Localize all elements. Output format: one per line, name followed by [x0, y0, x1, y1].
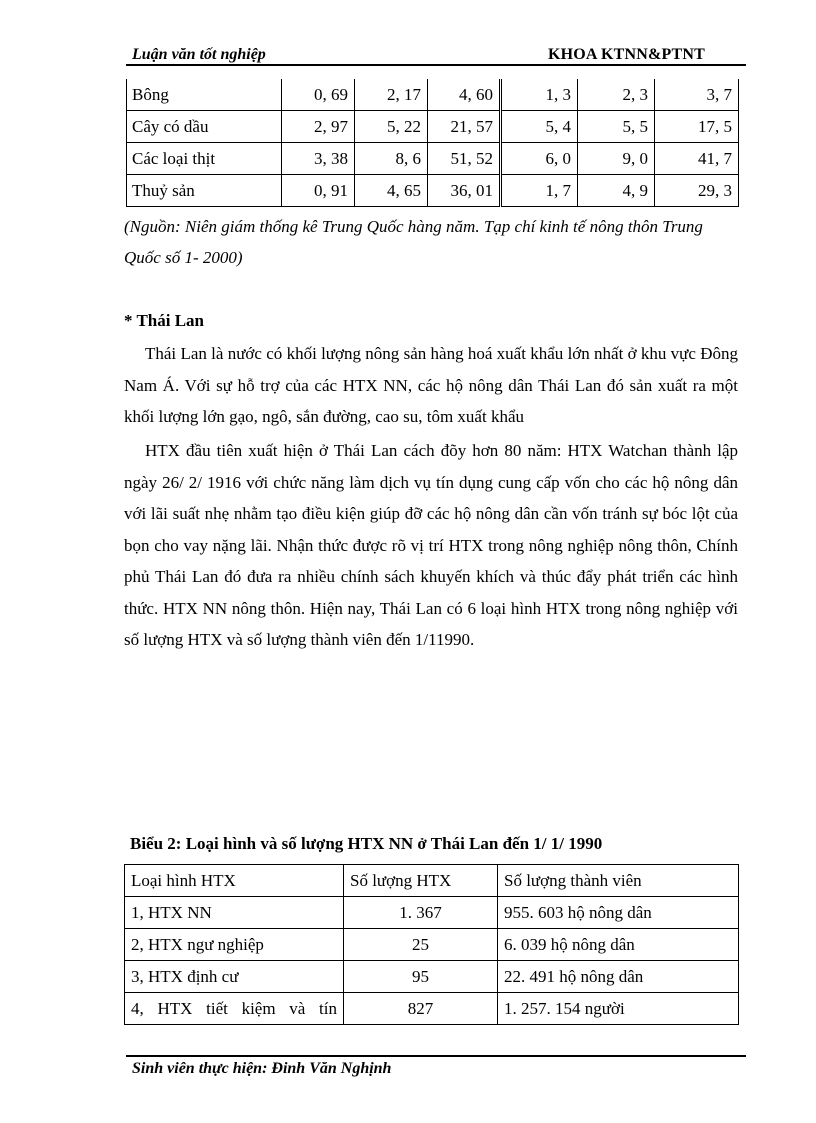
paragraph-text: HTX đầu tiên xuất hiện ở Thái Lan cách đõy hơn 80 năm: HTX Watchan thành lập ngày 26/ 2/ 1916 với chức năng làm dịch vụ tín dụng cung cấp vốn cho các hộ nông dân với lãi suất nhẹ nhằm tạo điều kiện giúp đỡ các hộ nông dân cần vốn tránh sự bóc lột của bọn cho vay nặng lãi. Nhận thức được rõ vị trí HTX trong nông nghiệp nông thôn, Chính phủ Thái Lan đó đưa ra nhiều chính sách khuyến khích và thúc đẩy phát triển các hình thức. HTX NN nông thôn. Hiện nay, Thái Lan có 6 loại hình HTX trong nông nghiệp với số lượng HTX và số lượng thành viên đến 1/11990. — [124, 441, 738, 649]
header-title: Luận văn tốt nghiệp — [132, 46, 266, 63]
header-divider — [126, 64, 746, 66]
table-cell: 1. 367 — [344, 897, 498, 929]
table-row — [127, 79, 739, 111]
table-cell: 8, 6 — [355, 143, 428, 175]
table-cell: Thuỷ sản — [127, 175, 282, 207]
table-cell: 6, 0 — [501, 143, 578, 175]
table-cell: 827 — [344, 993, 498, 1025]
header-faculty: KHOA KTNN&PTNT — [548, 46, 706, 63]
section-heading: * Thái Lan — [124, 311, 205, 330]
production-table — [126, 79, 739, 207]
paragraph — [124, 338, 738, 433]
table-cell: 95 — [344, 961, 498, 993]
table-cell: 21, 57 — [428, 111, 501, 143]
table-cell: 1, HTX NN — [125, 897, 344, 929]
table-cell: 5, 5 — [578, 111, 655, 143]
table-cell: 2, 3 — [578, 79, 655, 111]
table-cell: 51, 52 — [428, 143, 501, 175]
table-cell: 955. 603 hộ nông dân — [498, 897, 739, 929]
table-cell: 29, 3 — [655, 175, 739, 207]
table-cell: 0, 91 — [282, 175, 355, 207]
table-cell: Cây có dầu — [127, 111, 282, 143]
footer-author: Sinh viên thực hiện: Đinh Văn Nghịnh — [132, 1060, 392, 1077]
table-cell: 5, 22 — [355, 111, 428, 143]
table-cell: 3, HTX định cư — [125, 961, 344, 993]
table-row — [127, 175, 739, 207]
table-cell: 3, 38 — [282, 143, 355, 175]
table-cell: 2, 97 — [282, 111, 355, 143]
source-note: (Nguồn: Niên giám thống kê Trung Quốc hàng năm. Tạp chí kinh tế nông thôn Trung Quốc số 1- 2000) — [124, 217, 703, 267]
column-header: Loại hình HTX — [125, 865, 344, 897]
column-header: Số lượng HTX — [344, 865, 498, 897]
table-cell: 5, 4 — [501, 111, 578, 143]
table-row — [127, 143, 739, 175]
column-header: Số lượng thành viên — [498, 865, 739, 897]
table-header-row — [125, 865, 739, 897]
table-cell: 41, 7 — [655, 143, 739, 175]
paragraph — [124, 435, 738, 656]
paragraph-text: Thái Lan là nước có khối lượng nông sản hàng hoá xuất khẩu lớn nhất ở khu vực Đông Nam Á. Với sự hỗ trợ của các HTX NN, các hộ nông dân Thái Lan đó sản xuất ra một khối lượng lớn gạo, ngô, sắn đường, cao su, tôm xuất khẩu — [124, 344, 738, 426]
table-cell: 4, 65 — [355, 175, 428, 207]
table-cell: 9, 0 — [578, 143, 655, 175]
table-cell: 25 — [344, 929, 498, 961]
table-cell: 1, 3 — [501, 79, 578, 111]
table-cell: 4, 9 — [578, 175, 655, 207]
table-row — [125, 961, 739, 993]
table-cell: 0, 69 — [282, 79, 355, 111]
table-caption: Biểu 2: Loại hình và số lượng HTX NN ở Thái Lan đến 1/ 1/ 1990 — [130, 834, 603, 853]
table-cell: 22. 491 hộ nông dân — [498, 961, 739, 993]
table-cell: 3, 7 — [655, 79, 739, 111]
table-row — [125, 929, 739, 961]
table-row — [125, 993, 739, 1025]
table-cell: 4, 60 — [428, 79, 501, 111]
table-cell: 17, 5 — [655, 111, 739, 143]
table-cell: Bông — [127, 79, 282, 111]
table-row — [127, 111, 739, 143]
table-cell: 36, 01 — [428, 175, 501, 207]
table-cell: 2, 17 — [355, 79, 428, 111]
table-cell: 2, HTX ngư nghiệp — [125, 929, 344, 961]
table-cell: 1, 7 — [501, 175, 578, 207]
table-row — [125, 897, 739, 929]
table-cell: 4, HTX tiết kiệm và tín — [125, 993, 344, 1025]
table-cell: 1. 257. 154 người — [498, 993, 739, 1025]
footer-divider — [126, 1055, 746, 1057]
table-cell: Các loại thịt — [127, 143, 282, 175]
cooperative-table — [124, 864, 739, 1025]
table-cell: 6. 039 hộ nông dân — [498, 929, 739, 961]
